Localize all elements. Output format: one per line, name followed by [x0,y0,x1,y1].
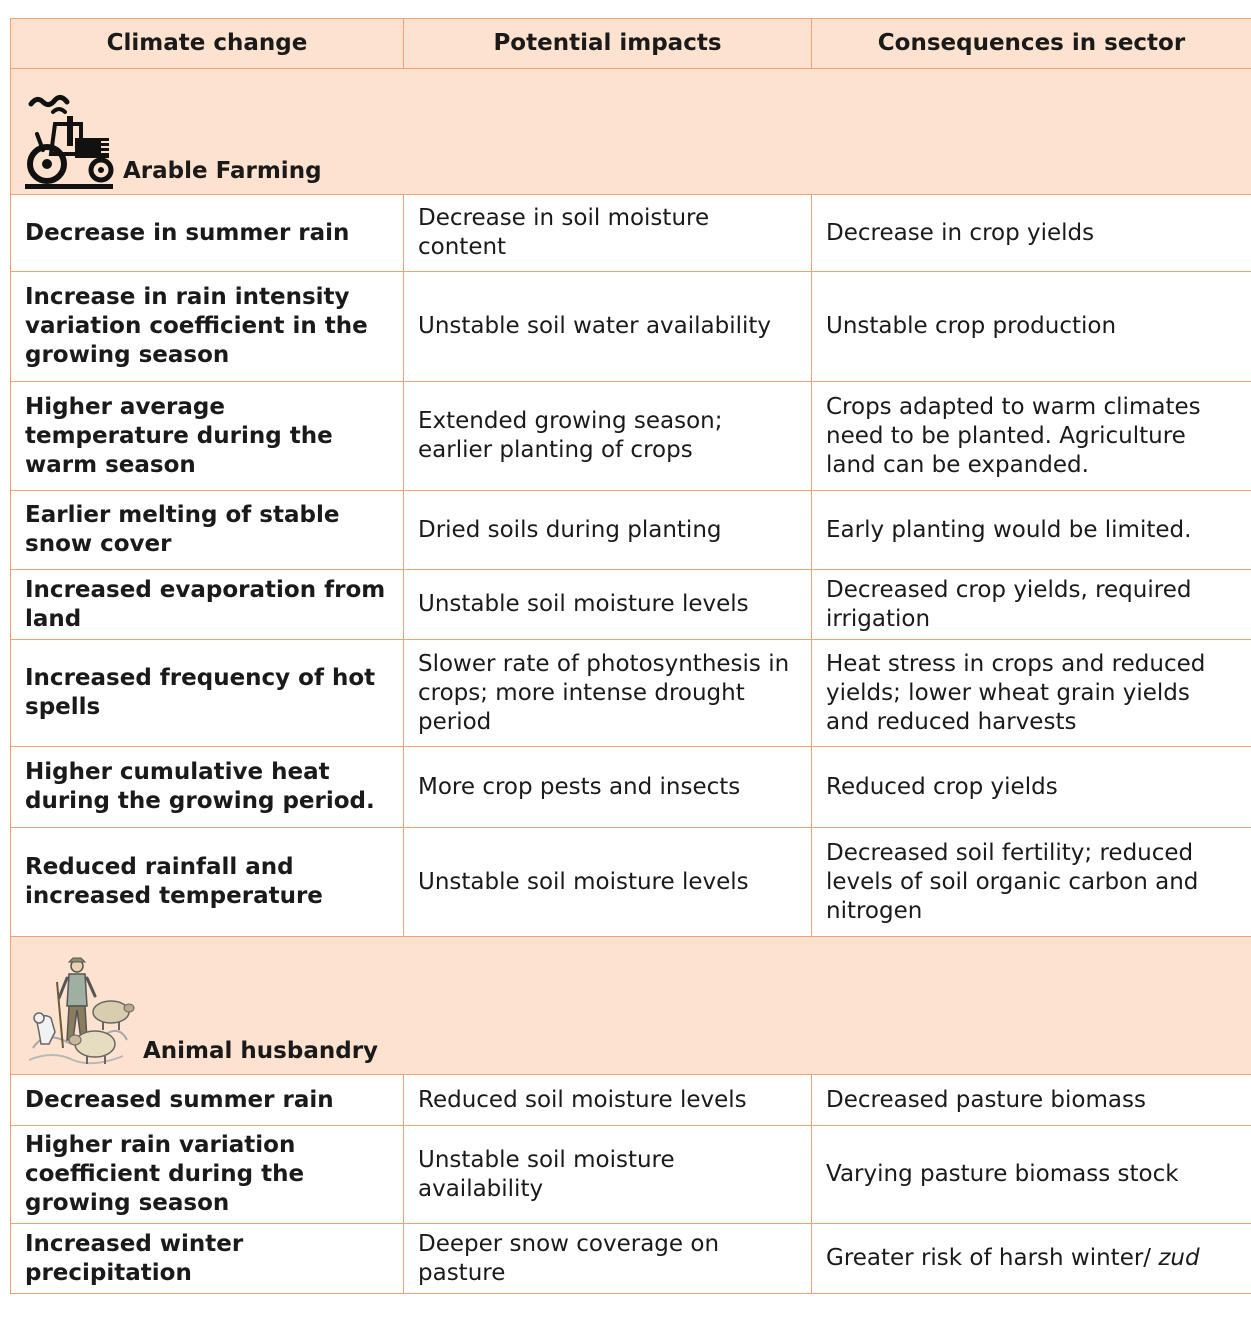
consequence-text: Greater risk of harsh winter/ [826,1245,1152,1271]
consequence-cell: Early planting would be limited. [812,491,1251,570]
consequence-cell: Decreased crop yields, required irrigation [812,570,1251,640]
consequence-cell: Crops adapted to warm climates need to be planted. Agriculture land can be expanded. [812,382,1251,491]
potential-impact-cell: Extended growing season; earlier planting of crops [404,382,812,491]
climate-change-cell: Higher rain variation coefficient during the growing season [11,1126,404,1224]
potential-impact-cell: Deeper snow coverage on pasture [404,1224,812,1294]
consequence-cell: Decrease in crop yields [812,195,1251,272]
section-banner-cell [11,937,1251,1075]
climate-change-cell: Earlier melting of stable snow cover [11,491,404,570]
section-title: Arable Farming [123,158,322,184]
climate-impacts-table [10,18,1251,1294]
table-row [11,1126,1251,1224]
table-row [11,382,1251,491]
consequence-cell: Decreased pasture biomass [812,1075,1251,1126]
climate-change-cell: Increased winter precipitation [11,1224,404,1294]
climate-change-cell: Decrease in summer rain [11,195,404,272]
potential-impact-cell: Dried soils during planting [404,491,812,570]
consequence-cell: Heat stress in crops and reduced yields; lower wheat grain yields and reduced harvests [812,640,1251,747]
section-banner-animal-husbandry [11,937,1251,1075]
tractor-icon [23,94,115,190]
consequence-cell: Unstable crop production [812,272,1251,382]
header-consequences: Consequences in sector [812,19,1251,69]
potential-impact-cell: More crop pests and insects [404,747,812,828]
section-title: Animal husbandry [143,1038,379,1064]
potential-impact-cell: Unstable soil moisture levels [404,828,812,937]
consequence-cell: Varying pasture biomass stock [812,1126,1251,1224]
table-row [11,1224,1251,1294]
table-row [11,828,1251,937]
table-row [11,491,1251,570]
consequence-cell: Decreased soil fertility; reduced levels of soil organic carbon and nitrogen [812,828,1251,937]
climate-change-cell: Decreased summer rain [11,1075,404,1126]
header-potential-impacts: Potential impacts [404,19,812,69]
table-row [11,272,1251,382]
potential-impact-cell: Unstable soil moisture availability [404,1126,812,1224]
potential-impact-cell: Unstable soil moisture levels [404,570,812,640]
climate-change-cell: Reduced rainfall and increased temperature [11,828,404,937]
climate-change-cell: Higher average temperature during the warm season [11,382,404,491]
table-row [11,747,1251,828]
section-banner-cell [11,69,1251,195]
table-row [11,1075,1251,1126]
consequence-cell [812,1224,1251,1294]
header-row [11,19,1251,69]
climate-change-cell: Increase in rain intensity variation coefficient in the growing season [11,272,404,382]
climate-change-cell: Increased frequency of hot spells [11,640,404,747]
table-row [11,640,1251,747]
potential-impact-cell: Decrease in soil moisture content [404,195,812,272]
potential-impact-cell: Unstable soil water availability [404,272,812,382]
consequence-italic-term: zud [1158,1245,1200,1271]
consequence-cell: Reduced crop yields [812,747,1251,828]
climate-change-cell: Increased evaporation from land [11,570,404,640]
section-banner-arable [11,69,1251,195]
table-row [11,195,1251,272]
potential-impact-cell: Slower rate of photosynthesis in crops; more intense drought period [404,640,812,747]
climate-change-cell: Higher cumulative heat during the growing period. [11,747,404,828]
herder-with-sheep-icon [23,952,135,1068]
table-row [11,570,1251,640]
header-climate-change: Climate change [11,19,404,69]
potential-impact-cell: Reduced soil moisture levels [404,1075,812,1126]
